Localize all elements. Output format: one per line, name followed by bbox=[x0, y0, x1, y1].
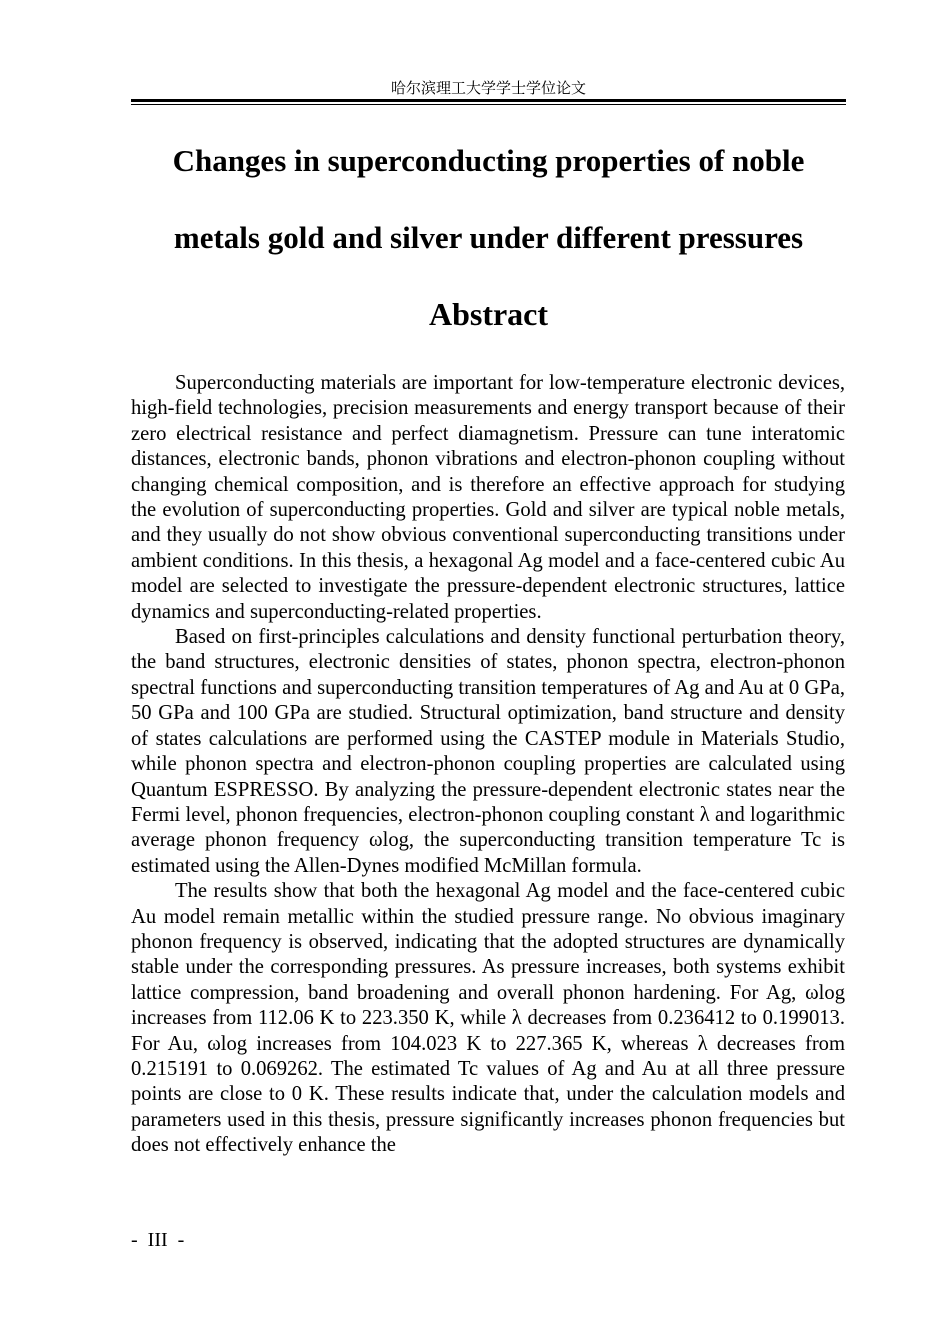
header-rule-thick bbox=[131, 99, 846, 102]
abstract-paragraph: The results show that both the hexagonal Ag model and the face-centered cubic Au model remain metallic within the studied pressure range. No obvious imaginary phonon frequency is observed, indicating that the adopted structures are dynamically stable under the corresponding pressures. As pressure increases, both systems exhibit lattice compression, band broadening and overall phonon hardening. For Ag, ωlog increases from 112.06 K to 223.350 K, while λ decreases from 0.236412 to 0.199013. For Au, ωlog increases from 104.023 K to 227.365 K, whereas λ decreases from 0.215191 to 0.069262. The estimated Tc values of Ag and Au at all three pressure points are close to 0 K. These results indicate that, under the calculation models and parameters used in this thesis, pressure significantly increases phonon frequencies but does not effectively enhance the bbox=[131, 880, 845, 1157]
title-line-1: Changes in superconducting properties of noble bbox=[172, 143, 805, 178]
page-number: - III - bbox=[131, 1229, 185, 1251]
abstract-body bbox=[131, 371, 845, 1159]
abstract-paragraph: Superconducting materials are important for low-temperature electronic devices, high-field technologies, precision measurements and energy transport because of their zero electrical resistance and perfect diamagnetism. Pressure can tune interatomic distances, electronic bands, phonon vibrations and electron-phonon coupling without changing chemical composition, and is therefore an effective approach for studying the evolution of superconducting properties. Gold and silver are typical noble metals, and they usually do not show obvious conventional superconducting transitions under ambient conditions. In this thesis, a hexagonal Ag model and a face-centered cubic Au model are selected to investigate the pressure-dependent electronic structures, lattice dynamics and superconducting-related properties. bbox=[131, 372, 845, 623]
header-rule-thin bbox=[131, 104, 846, 105]
abstract-heading: Abstract bbox=[428, 296, 549, 332]
title-line-2: metals gold and silver under different pressures bbox=[173, 220, 804, 255]
abstract-paragraph: Based on first-principles calculations and density functional perturbation theory, the band structures, electronic densities of states, phonon spectra, electron-phonon spectral functions and superconducting transition temperatures of Ag and Au at 0 GPa, 50 GPa and 100 GPa are studied. Structural optimization, band structure and density of states calculations are performed using the CASTEP module in Materials Studio, while phonon spectra and electron-phonon coupling properties are calculated using Quantum ESPRESSO. By analyzing the pressure-dependent electronic states near the Fermi level, phonon frequencies, electron-phonon coupling constant λ and logarithmic average phonon frequency ωlog, the superconducting transition temperature Tc is estimated using the Allen-Dynes modified McMillan formula. bbox=[131, 626, 845, 877]
running-header: 哈尔滨理工大学学士学位论文 bbox=[390, 79, 586, 97]
thesis-title bbox=[131, 122, 846, 276]
